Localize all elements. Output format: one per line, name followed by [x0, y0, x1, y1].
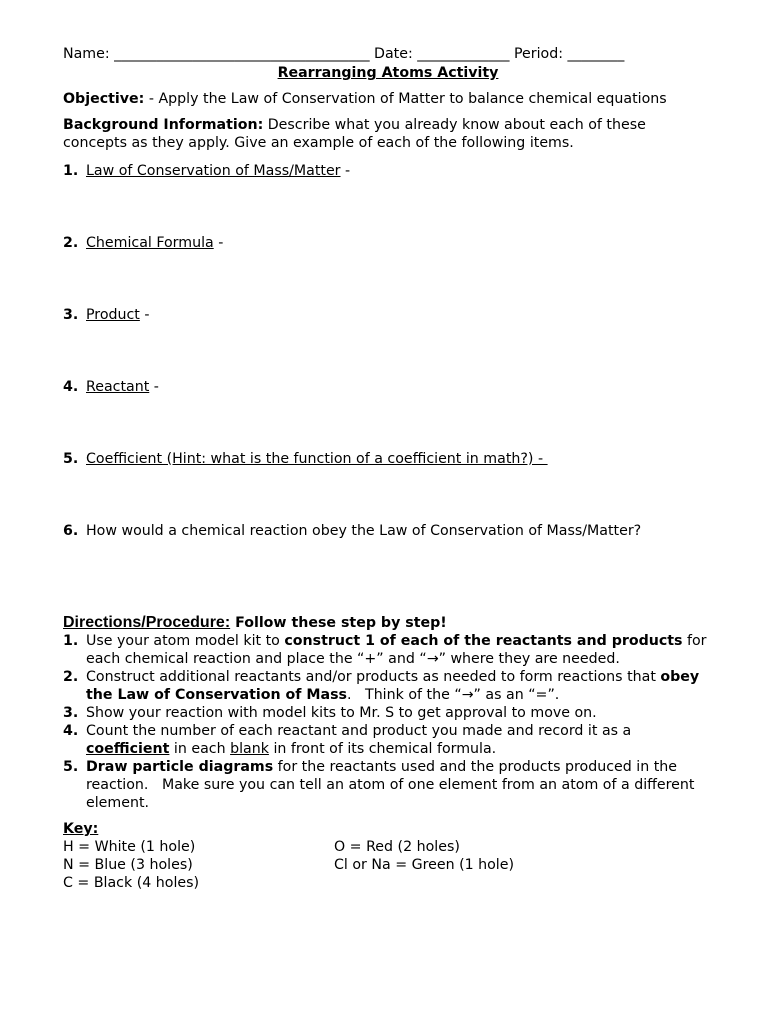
directions-heading: Directions/Procedure: — [63, 614, 231, 631]
question-term: Law of Conservation of Mass/Matter — [86, 163, 341, 179]
question-1 — [63, 162, 713, 234]
step-number: 2. — [63, 669, 79, 685]
question-number: 5. — [63, 451, 79, 467]
question-number: 6. — [63, 523, 79, 539]
step-bold-text: Draw particle diagrams — [86, 759, 274, 775]
step-bold-text: obey the Law of Conservation of Mass — [86, 669, 700, 703]
header-line — [63, 45, 713, 63]
key-heading: Key: — [63, 821, 99, 837]
question-suffix: - — [149, 379, 159, 395]
question-suffix: - — [340, 163, 351, 179]
key-entry: N = Blue (3 holes) — [63, 857, 193, 873]
question-term: Chemical Formula — [86, 235, 214, 251]
question-number: 4. — [63, 379, 79, 395]
step-text: Show your reaction with model kits to Mr. S to get approval to move on. — [86, 705, 597, 721]
question-number: 1. — [63, 163, 79, 179]
question-list — [63, 162, 713, 540]
step-bold-text: construct 1 of each of the reactants and products — [284, 633, 683, 649]
background-text-1: Describe what you already know about each of these — [263, 117, 646, 133]
key-section — [63, 820, 713, 892]
question-3 — [63, 306, 713, 378]
step-2 — [63, 668, 713, 704]
key-entry: C = Black (4 holes) — [63, 875, 200, 891]
period-blank[interactable]: ________ — [567, 46, 625, 62]
page-title: Rearranging Atoms Activity — [277, 65, 499, 81]
step-underlined-text: blank — [230, 741, 269, 757]
question-4 — [63, 378, 713, 450]
step-3 — [63, 704, 713, 722]
question-term: Reactant — [86, 379, 150, 395]
period-label: Period: — [514, 46, 564, 62]
step-text: Use your atom model kit to — [86, 633, 285, 649]
step-text: for the reactants used and the products produced in the reaction. Make sure you can tell an atom of one element from an atom of a different element. — [86, 759, 699, 811]
step-5 — [63, 758, 713, 812]
step-text: Construct additional reactants and/or products as needed to form reactions that — [86, 669, 661, 685]
objective-label: Objective: — [63, 91, 145, 107]
step-text: . Think of the “→” as an “=”. — [346, 687, 560, 703]
question-term: Coefficient (Hint: what is the function of a coefficient in math?) - — [86, 451, 548, 467]
background-text-2: concepts as they apply. Give an example of each of the following items. — [63, 135, 574, 151]
objective — [63, 90, 713, 108]
background-label: Background Information: — [63, 117, 264, 133]
step-number: 5. — [63, 759, 79, 775]
question-suffix: How would a chemical reaction obey the Law of Conservation of Mass/Matter? — [86, 523, 642, 539]
step-number: 1. — [63, 633, 79, 649]
name-blank[interactable]: ____________________________________ — [114, 46, 370, 62]
step-number: 4. — [63, 723, 79, 739]
step-text: in each — [169, 741, 231, 757]
background-info — [63, 116, 713, 152]
directions-section — [63, 614, 713, 812]
question-6 — [63, 522, 713, 540]
step-text: in front of its chemical formula. — [268, 741, 497, 757]
key-entry: Cl or Na = Green (1 hole) — [334, 857, 515, 873]
name-label: Name: — [63, 46, 110, 62]
question-number: 3. — [63, 307, 79, 323]
step-1 — [63, 632, 713, 668]
step-text: Count the number of each reactant and product you made and record it as a — [86, 723, 632, 739]
key-entry: H = White (1 hole) — [63, 839, 196, 855]
question-term: Product — [86, 307, 140, 323]
question-number: 2. — [63, 235, 79, 251]
step-text: for each chemical reaction and place the “+” and “→” where they are needed. — [86, 633, 707, 667]
step-number: 3. — [63, 705, 79, 721]
key-grid — [63, 838, 713, 892]
directions-subheading: Follow these step by step! — [230, 615, 447, 631]
date-label: Date: — [374, 46, 413, 62]
question-5 — [63, 450, 713, 522]
question-suffix: - — [213, 235, 224, 251]
question-suffix: - — [139, 307, 150, 323]
worksheet-page — [63, 45, 713, 892]
step-4 — [63, 722, 713, 758]
step-bold-text: coefficient — [86, 741, 170, 757]
date-blank[interactable]: _____________ — [417, 46, 510, 62]
objective-text: - Apply the Law of Conservation of Matter to balance chemical equations — [144, 91, 667, 107]
question-2 — [63, 234, 713, 306]
key-entry: O = Red (2 holes) — [334, 839, 460, 855]
